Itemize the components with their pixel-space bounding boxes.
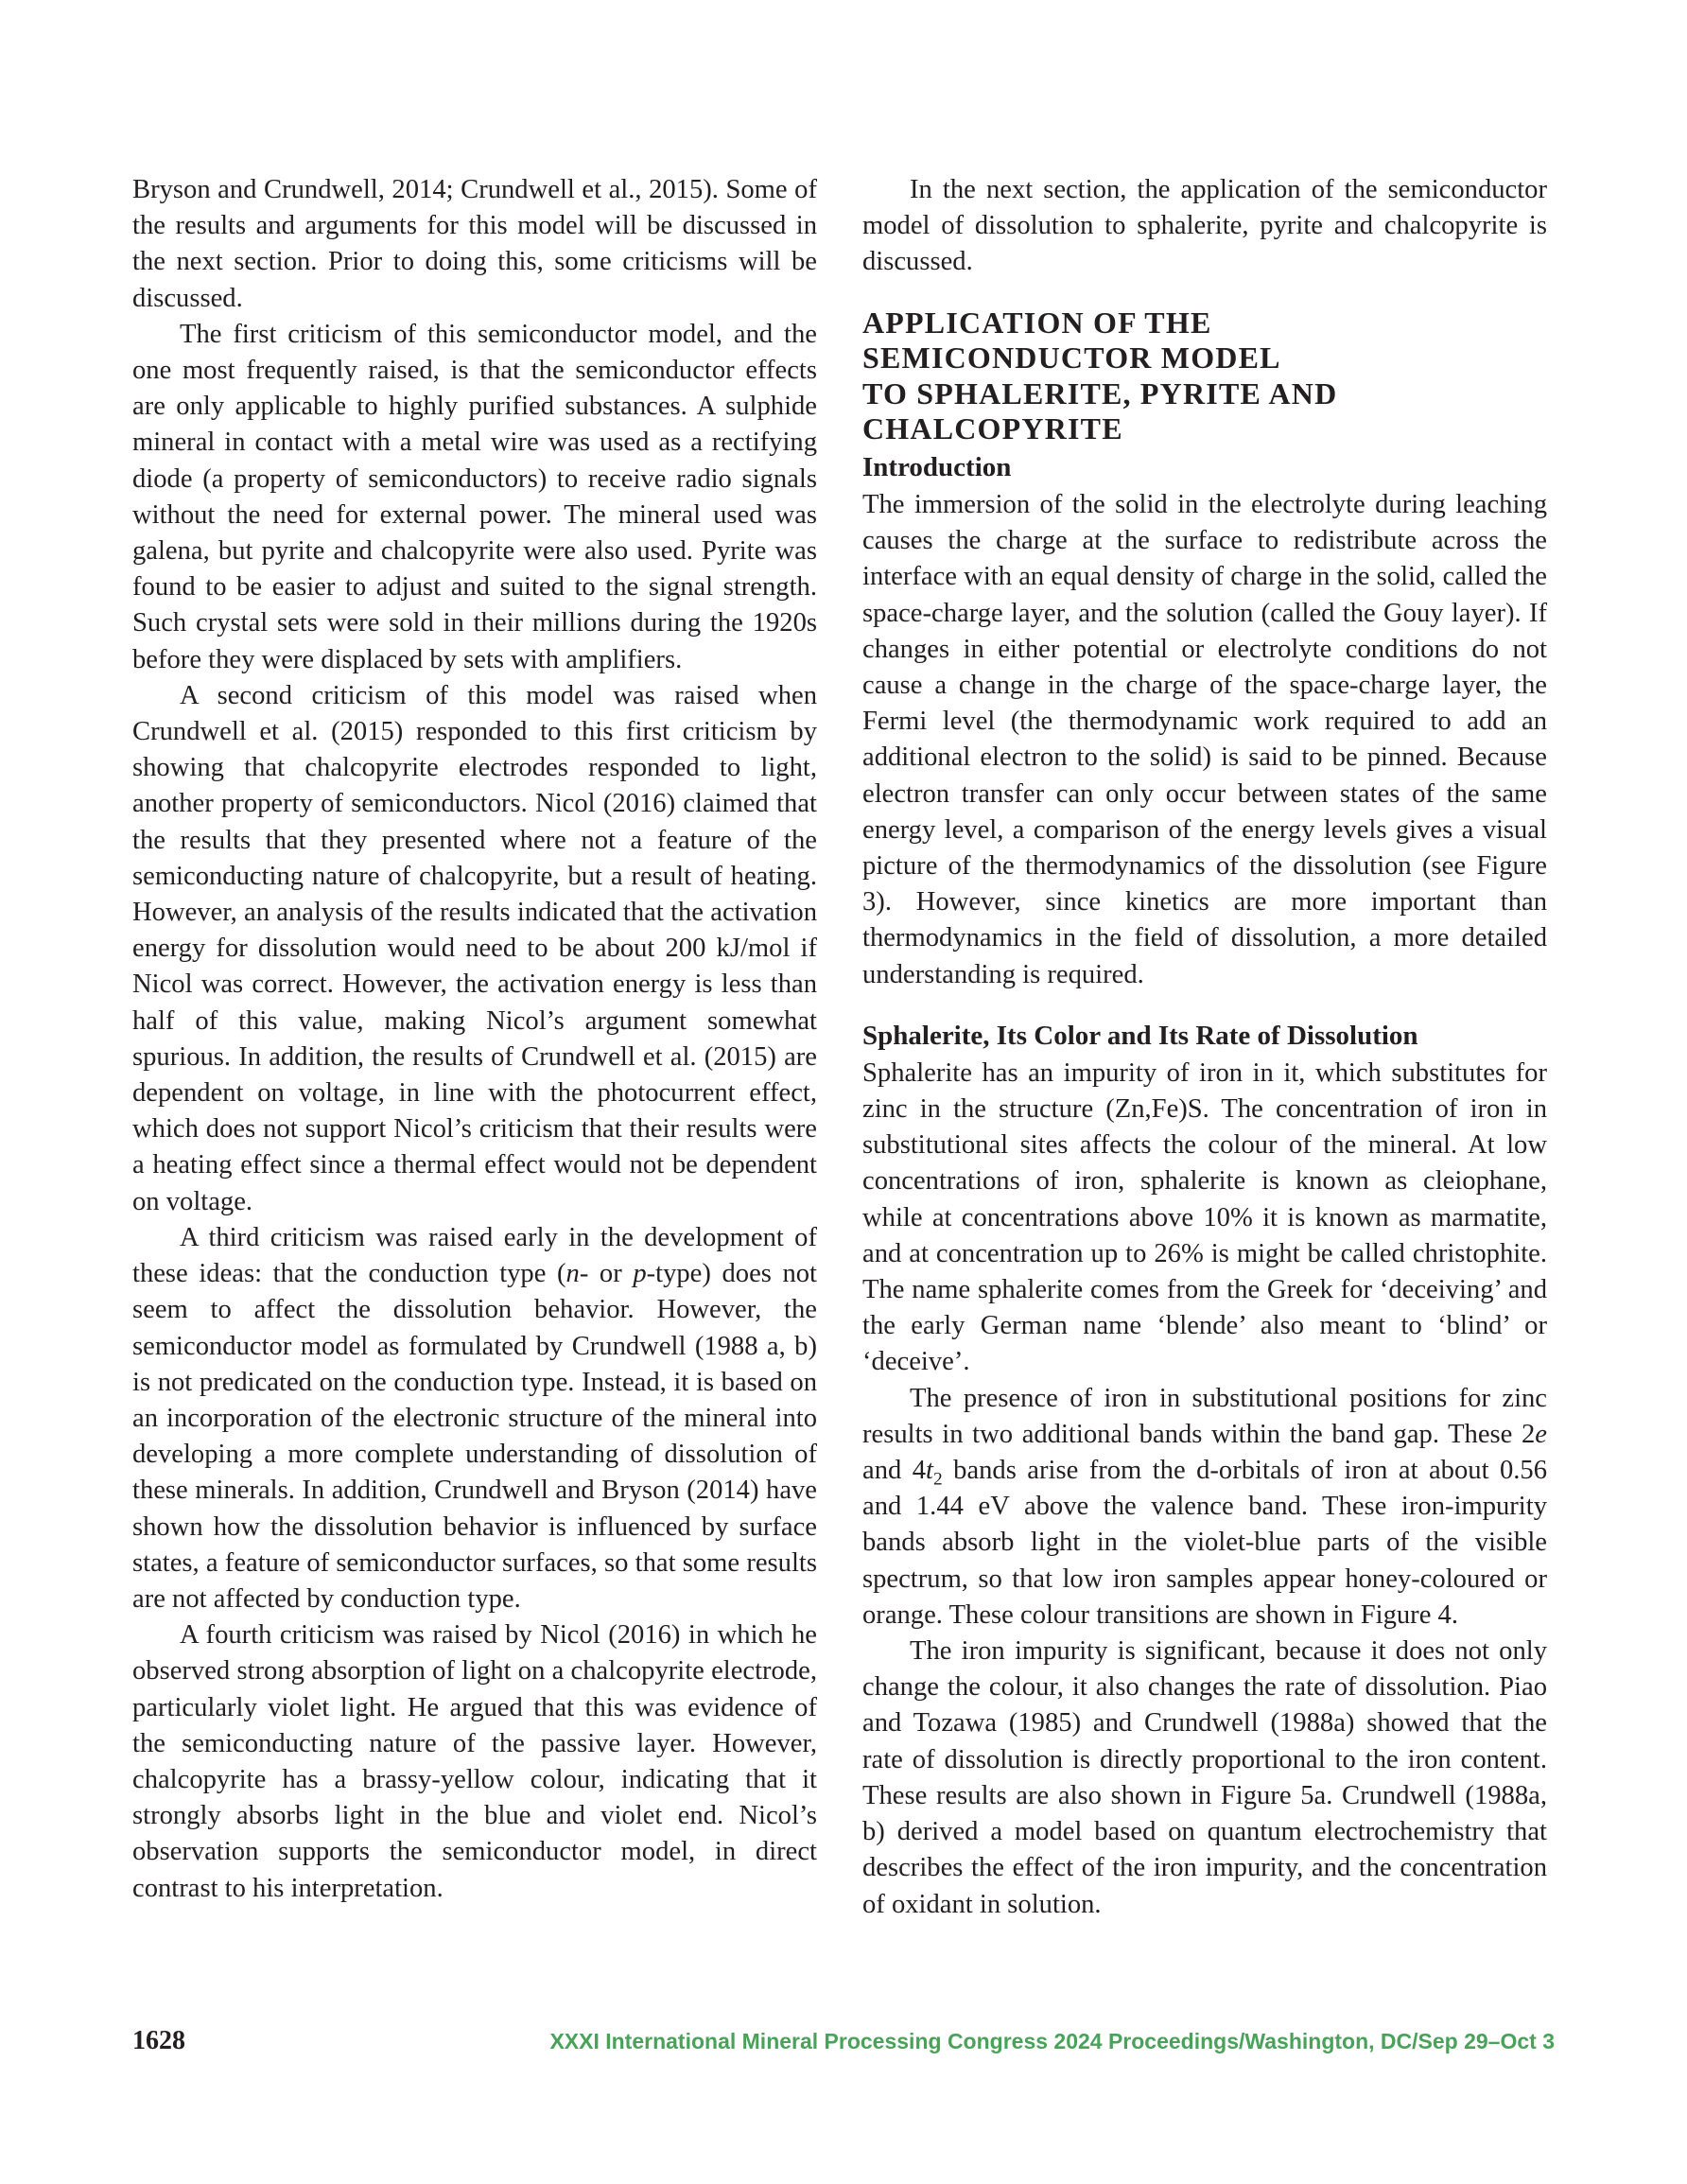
- subheading-introduction: Introduction: [862, 451, 1012, 482]
- section-heading-line: CHALCOPYRITE: [862, 411, 1123, 446]
- paragraph: A second criticism of this model was raised when Crundwell et al. (2015) responded to this first criticism by showing that chalcopyrite electrodes responded to light, another property of semiconductors. Nicol (2016) claimed that the results that they presented where not a feature of the semiconducting nature of chalcopyrite, but a result of heating. However, an analysis of the results indicated that the activation energy for dissolution would need to be about 200 kJ/mol if Nicol was correct. However, the activation energy is less than half of this value, making Nicol’s argument somewhat spurious. In addition, the results of Crundwell et al. (2015) are dependent on voltage, in line with the photocurrent effect, which does not support Nicol’s criticism that their results were a heating effect since a thermal effect would not be dependent on voltage.: [132, 680, 817, 1216]
- paragraph: The immersion of the solid in the electrolyte during leaching causes the charge at the surface to redistribute across the interface with an equal density of charge in the solid, called the space-charge layer, and the solution (called the Gouy layer). If changes in either potential or electrolyte conditions do not cause a change in the charge of the space-charge layer, the Fermi level (the thermodynamic work required to add an additional electron to the solid) is said to be pinned. Because electron transfer can only occur between states of the same energy level, a comparison of the energy levels gives a visual picture of the thermodynamics of the dissolution (see Figure 3). However, since kinetics are more important than thermodynamics in the field of dissolution, a more detailed understanding is required.: [862, 489, 1547, 989]
- paragraph: The first criticism of this semiconductor model, and the one most frequently raised, is that the semiconductor effects are only applicable to highly purified substances. A sulphide mineral in contact with a metal wire was used as a rectifying diode (a property of semiconductors) to receive radio signals without the need for external power. The mineral used was galena, but pyrite and chalcopyrite were also used. Pyrite was found to be easier to adjust and suited to the signal strength. Such crystal sets were sold in their millions during the 1920s before they were displaced by sets with amplifiers.: [132, 319, 817, 674]
- right-column: [862, 172, 1547, 1923]
- paragraph: Bryson and Crundwell, 2014; Crundwell et al., 2015). Some of the results and arguments for this model will be discussed in the next section. Prior to doing this, some criticisms will be discussed.: [132, 175, 817, 313]
- section-heading-line: TO SPHALERITE, PYRITE AND: [862, 376, 1338, 411]
- page-footer: [132, 2022, 1555, 2060]
- italic-t: t: [926, 1456, 933, 1486]
- subheading-sphalerite: Sphalerite, Its Color and Its Rate of Dissolution: [862, 1020, 1418, 1051]
- paragraph: [132, 1220, 817, 1617]
- section-heading-line: SEMICONDUCTOR MODEL: [862, 341, 1281, 376]
- subscript-2: 2: [932, 1469, 943, 1490]
- paragraph: The iron impurity is significant, because it does not only change the colour, it also changes the rate of dissolution. Piao and Tozawa (1985) and Crundwell (1988a) showed that the rate of dissolution is directly proportional to the iron content. These results are also shown in Figure 5a. Crundwell (1988a, b) derived a model based on quantum electrochemistry that describes the effect of the iron impurity, and the concentration of oxidant in solution.: [862, 1636, 1547, 1919]
- text-run: -type) does not seem to affect the dissolution behavior. However, the semiconductor model as formulated by Crundwell (1988 a, b) is not predicated on the conduction type. Instead, it is based on an incorporation of the electronic structure of the mineral into developing a more complete understanding of dissolution of these minerals. In addition, Crundwell and Bryson (2014) have shown how the dissolution behavior is influenced by surface states, a feature of semiconductor surfaces, so that some results are not affected by conduction type.: [132, 1259, 818, 1614]
- paragraph: In the next section, the application of the semiconductor model of dissolution to sphalerite, pyrite and chalcopyrite is discussed.: [862, 175, 1547, 277]
- italic-e: e: [1535, 1419, 1547, 1449]
- section-heading: [862, 306, 1547, 447]
- section-heading-line: APPLICATION OF THE: [862, 305, 1212, 340]
- left-column: [132, 172, 817, 1907]
- paragraph: [862, 1381, 1547, 1634]
- text-run: A third criticism was raised early in the development of these ideas: that the conduction type (: [132, 1222, 817, 1289]
- paragraph: A fourth criticism was raised by Nicol (2016) in which he observed strong absorption of light on a chalcopyrite electrode, particularly violet light. He argued that this was evidence of the semiconducting nature of the passive layer. However, chalcopyrite has a brassy-yellow colour, indicating that it strongly absorbs light in the blue and violet end. Nicol’s observation supports the semiconductor model, in direct contrast to his interpretation.: [132, 1620, 817, 1903]
- page-number: 1628: [132, 2026, 185, 2055]
- text-run: The presence of iron in substitutional positions for zinc results in two additional bands within the band gap. These 2: [862, 1383, 1547, 1449]
- running-footer-title: XXXI International Mineral Processing Congress 2024 Proceedings/Washington, DC/Sep 29–Oct 3: [549, 2029, 1555, 2053]
- text-run: bands arise from the d-orbitals of iron at about 0.56 and 1.44 eV above the valence band. These iron-impurity bands absorb light in the violet-blue parts of the visible spectrum, so that low iron samples appear honey-coloured or orange. These colour transitions are shown in Figure 4.: [862, 1456, 1547, 1630]
- text-run: and 4: [862, 1456, 927, 1486]
- italic-p: p: [633, 1259, 647, 1289]
- italic-n: n: [565, 1259, 580, 1289]
- text-run: - or: [579, 1259, 634, 1289]
- paragraph: Sphalerite has an impurity of iron in it, which substitutes for zinc in the structure (Zn,Fe)S. The concentration of iron in substitutional sites affects the colour of the mineral. At low concentrations of iron, sphalerite is known as cleiophane, while at concentrations above 10% it is known as marmatite, and at concentration up to 26% is might be called christophite. The name sphalerite comes from the Greek for ‘deceiving’ and the early German name ‘blende’ also meant to ‘blind’ or ‘deceive’.: [862, 1057, 1547, 1377]
